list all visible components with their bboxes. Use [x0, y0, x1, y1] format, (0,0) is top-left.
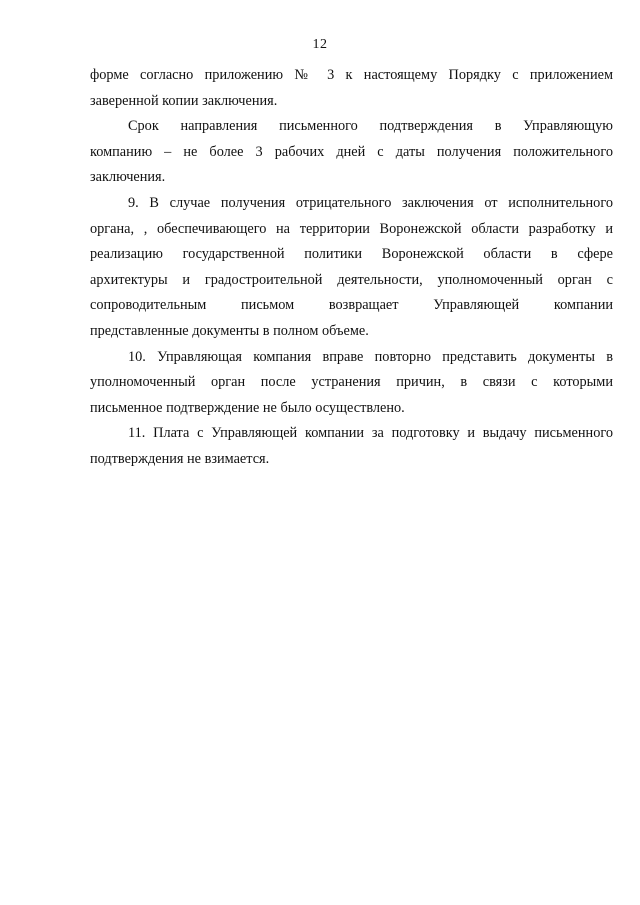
paragraph-line: реализацию государственной политики Воронежской области в сфере: [90, 246, 613, 263]
paragraph-2: [90, 114, 613, 191]
paragraph-line: заверенной копии заключения.: [90, 92, 278, 109]
paragraph-4: [90, 345, 613, 422]
paragraph-line: представленные документы в полном объеме.: [90, 322, 369, 339]
paragraph-line: заключения.: [90, 169, 166, 186]
paragraph-line: письменное подтверждение не было осуществлено.: [90, 399, 405, 416]
paragraph-3: [90, 191, 613, 345]
paragraph-line: органа, , обеспечивающего на территории Воронежской области разработку и: [90, 220, 613, 237]
paragraph-line: форме согласно приложению № 3 к настоящему Порядку с приложением: [90, 67, 613, 83]
paragraph-line: 9. В случае получения отрицательного заключения от исполнительного: [128, 194, 613, 211]
paragraph-line: сопроводительным письмом возвращает Управляющей компании: [90, 297, 613, 314]
paragraph-line: компанию – не более 3 рабочих дней с даты получения положительного: [90, 143, 613, 160]
page-number: 12: [312, 37, 328, 52]
paragraph-line: подтверждения не взимается.: [90, 450, 270, 467]
paragraph-line: уполномоченный орган после устранения причин, в связи с которыми: [90, 374, 613, 391]
paragraph-1: [90, 63, 613, 114]
paragraph-line: 10. Управляющая компания вправе повторно представить документы в: [128, 348, 613, 365]
paragraph-line: архитектуры и градостроительной деятельности, уполномоченный орган с: [90, 271, 613, 288]
paragraph-line: Срок направления письменного подтверждения в Управляющую: [128, 118, 613, 135]
document-body: [90, 63, 613, 473]
paragraph-5: [90, 421, 613, 472]
paragraph-line: 11. Плата с Управляющей компании за подготовку и выдачу письменного: [128, 425, 613, 442]
